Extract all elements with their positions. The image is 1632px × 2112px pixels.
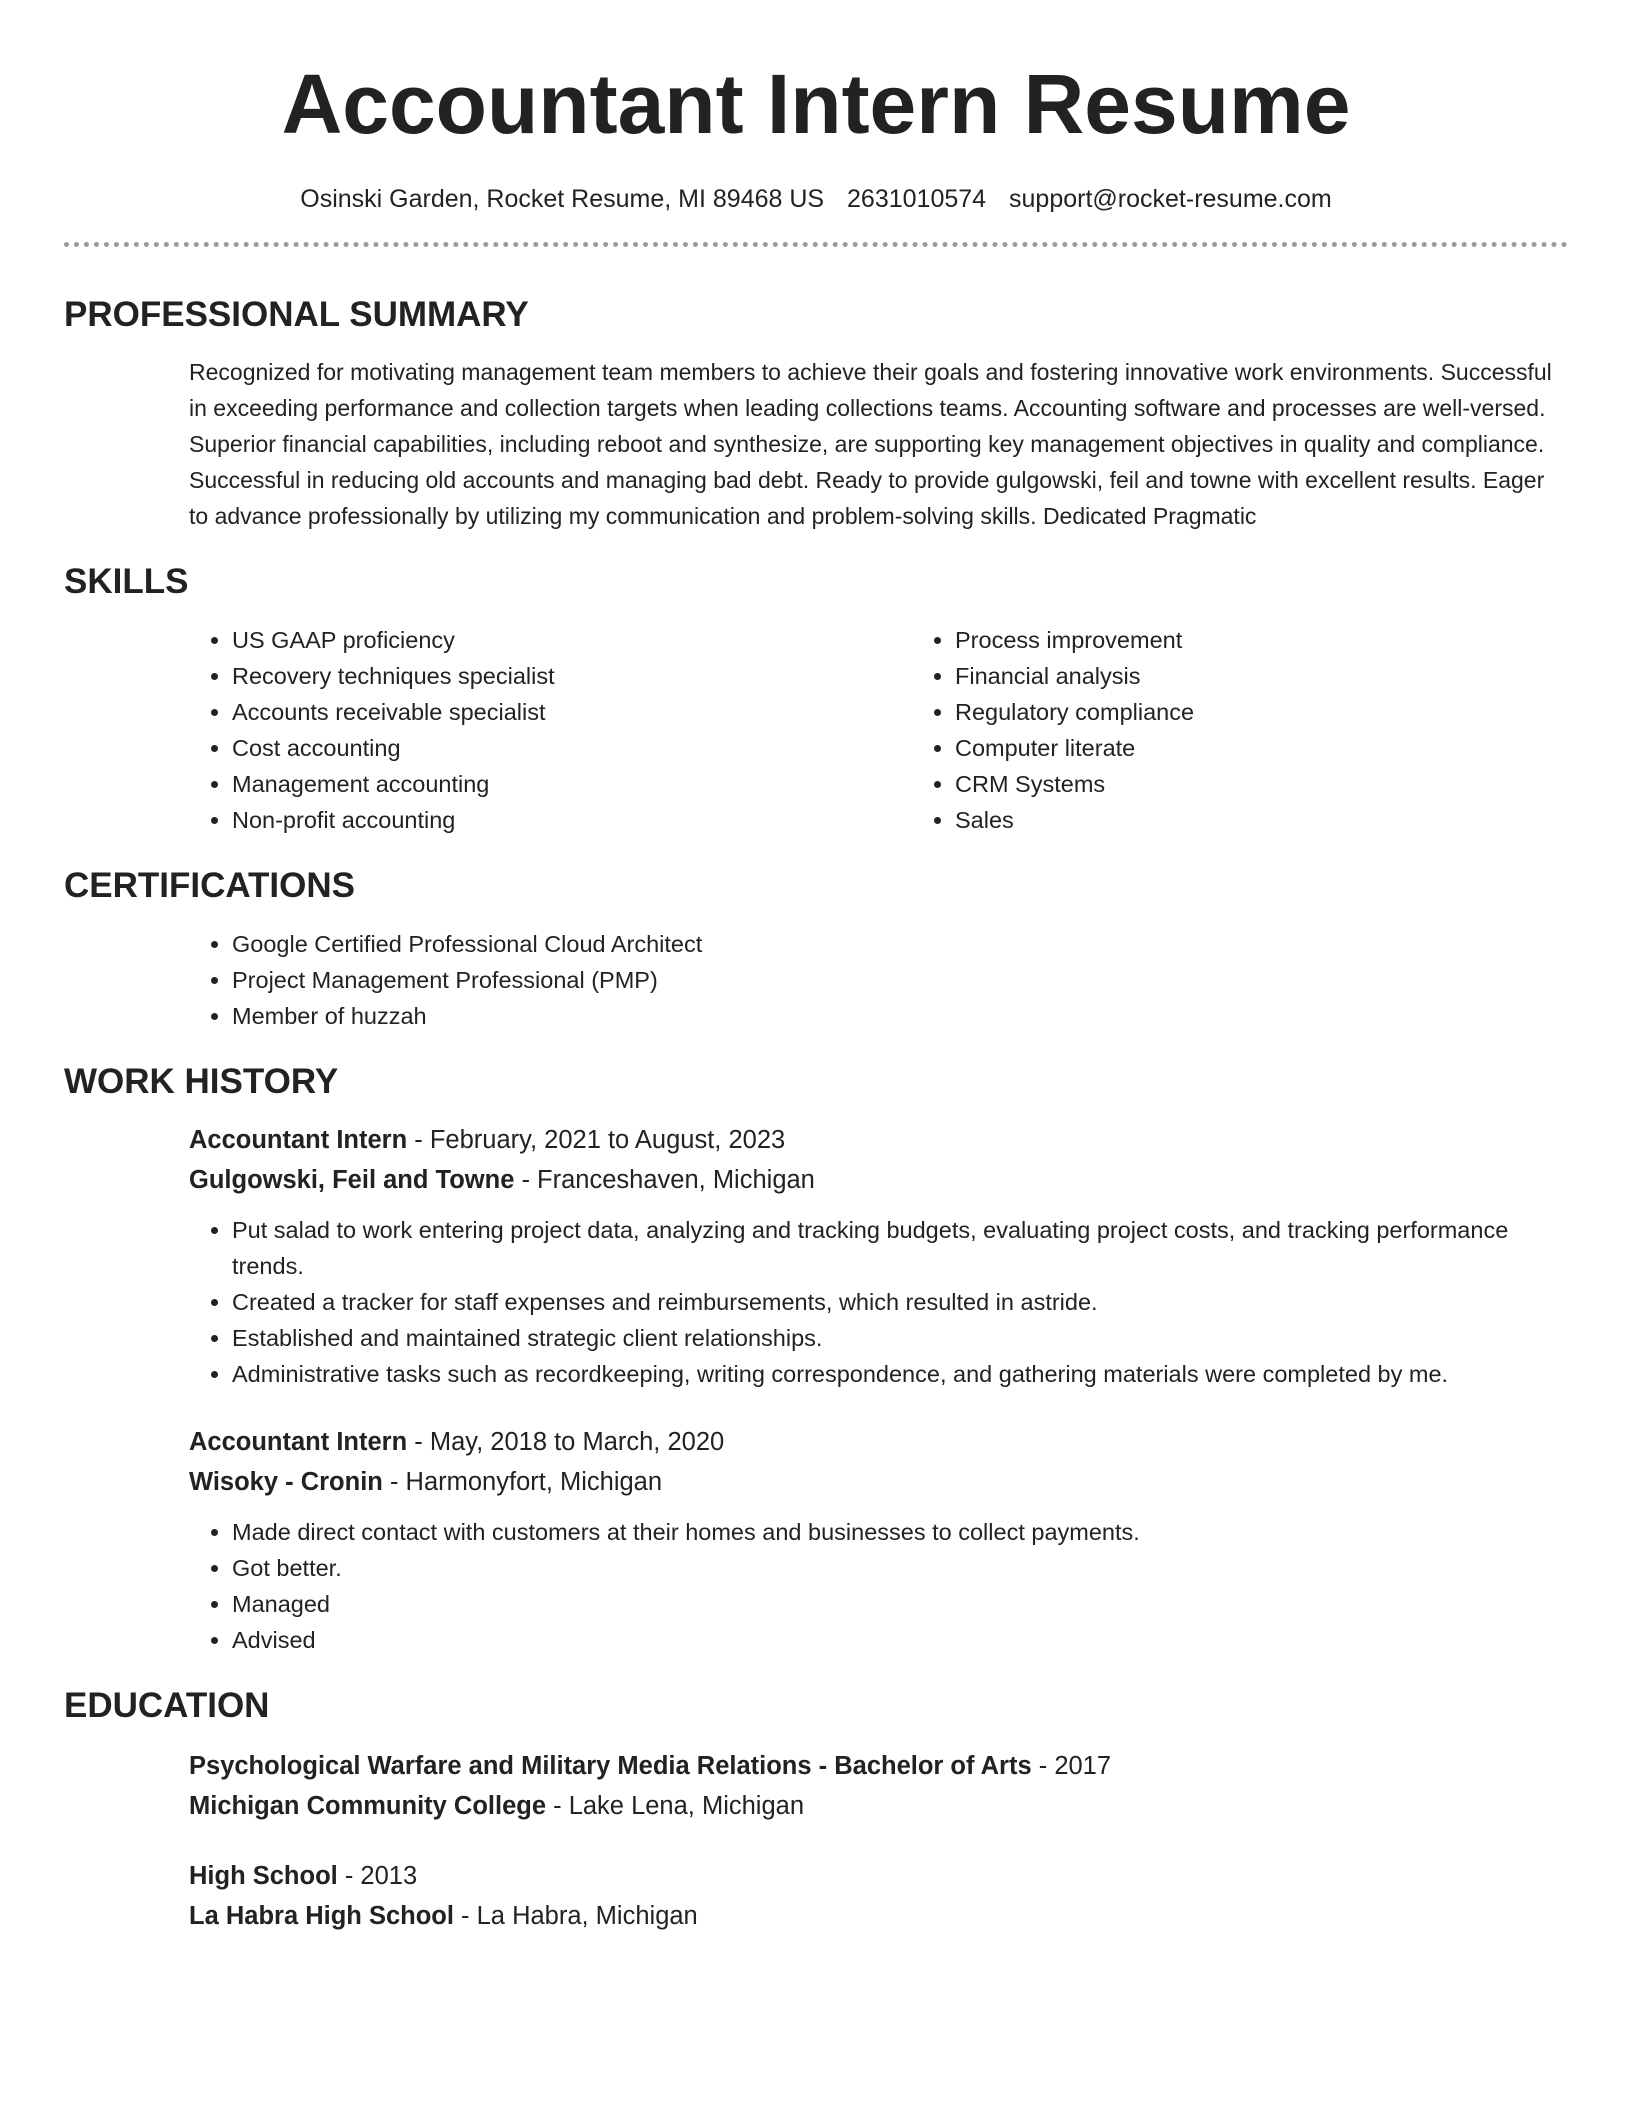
job-dates: - February, 2021 to August, 2023 xyxy=(407,1126,786,1154)
education-entry xyxy=(189,1856,1568,1936)
list-item: • Google Certified Professional Cloud Architect xyxy=(232,926,1568,962)
certifications-heading: CERTIFICATIONS xyxy=(64,866,356,905)
header-divider xyxy=(64,242,1568,247)
list-item: • Made direct contact with customers at their homes and businesses to collect payments. xyxy=(232,1514,1568,1550)
skills-heading: SKILLS xyxy=(64,562,189,601)
degree-line xyxy=(189,1856,1568,1896)
list-item: • Accounts receivable specialist xyxy=(232,694,912,730)
job-location: - Franceshaven, Michigan xyxy=(514,1166,815,1194)
job-title-line xyxy=(189,1422,1568,1462)
degree-year: - 2017 xyxy=(1031,1752,1112,1780)
list-item: • CRM Systems xyxy=(955,766,1632,802)
job-title: Accountant Intern xyxy=(189,1126,408,1154)
certifications-list xyxy=(189,926,1568,1034)
list-item: • Regulatory compliance xyxy=(955,694,1632,730)
education-heading: EDUCATION xyxy=(64,1686,270,1725)
resume-title: Accountant Intern Resume xyxy=(281,57,1351,151)
list-item: • Recovery techniques specialist xyxy=(232,658,912,694)
list-item: • Administrative tasks such as recordkeeping, writing correspondence, and gathering materials were completed by me. xyxy=(232,1356,1568,1392)
list-item: • Established and maintained strategic client relationships. xyxy=(232,1320,1568,1356)
job-entry xyxy=(189,1422,1568,1658)
job-bullets xyxy=(189,1514,1568,1658)
skills-list xyxy=(189,622,1568,838)
list-item: • US GAAP proficiency xyxy=(232,622,912,658)
work-history-heading: WORK HISTORY xyxy=(64,1062,339,1101)
job-dates: - May, 2018 to March, 2020 xyxy=(407,1428,725,1456)
list-item: • Management accounting xyxy=(232,766,912,802)
contact-line xyxy=(64,182,1568,216)
list-item: • Cost accounting xyxy=(232,730,912,766)
school-line xyxy=(189,1896,1568,1936)
job-company-line xyxy=(189,1160,1568,1200)
list-item: • Financial analysis xyxy=(955,658,1632,694)
list-item: • Advised xyxy=(232,1622,1568,1658)
degree: High School xyxy=(189,1862,338,1890)
degree: Psychological Warfare and Military Media Relations - Bachelor of Arts xyxy=(189,1752,1032,1780)
list-item: • Sales xyxy=(955,802,1632,838)
job-company: Gulgowski, Feil and Towne xyxy=(189,1166,515,1194)
list-item: • Put salad to work entering project data, analyzing and tracking budgets, evaluating project costs, and tracking performance trends. xyxy=(232,1212,1568,1284)
school-location: - La Habra, Michigan xyxy=(453,1902,698,1930)
job-title: Accountant Intern xyxy=(189,1428,408,1456)
job-entry xyxy=(189,1120,1568,1392)
summary-heading: PROFESSIONAL SUMMARY xyxy=(64,295,529,334)
contact-email: support@rocket-resume.com xyxy=(1009,185,1332,213)
skills-column-right xyxy=(912,622,1632,838)
school-location: - Lake Lena, Michigan xyxy=(546,1792,805,1820)
summary-text: Recognized for motivating management team members to achieve their goals and fostering innovative work environments. Successful in exceeding performance and collection targets when leading collections teams. Accounting software and processes are well-versed. Superior financial capabilities, including reboot and synthesize, are supporting key management objectives in quality and compliance. Successful in reducing old accounts and managing bad debt. Ready to provide gulgowski, feil and towne with excellent results. Eager to advance professionally by utilizing my communication and problem-solving skills. Dedicated Pragmatic xyxy=(189,359,1552,529)
job-company-line xyxy=(189,1462,1568,1502)
certifications-bullets xyxy=(189,926,1568,1034)
school-line xyxy=(189,1786,1568,1826)
job-location: - Harmonyfort, Michigan xyxy=(382,1468,663,1496)
job-title-line xyxy=(189,1120,1568,1160)
degree-year: - 2013 xyxy=(337,1862,418,1890)
education-entry xyxy=(189,1746,1568,1826)
degree-line xyxy=(189,1746,1568,1786)
school: Michigan Community College xyxy=(189,1792,547,1820)
list-item: • Computer literate xyxy=(955,730,1632,766)
contact-address: Osinski Garden, Rocket Resume, MI 89468 US xyxy=(300,185,825,213)
skills-column-left xyxy=(189,622,912,838)
list-item: • Process improvement xyxy=(955,622,1632,658)
school: La Habra High School xyxy=(189,1902,454,1930)
list-item: • Created a tracker for staff expenses and reimbursements, which resulted in astride. xyxy=(232,1284,1568,1320)
list-item: • Member of huzzah xyxy=(232,998,1568,1034)
job-bullets xyxy=(189,1212,1568,1392)
list-item: • Project Management Professional (PMP) xyxy=(232,962,1568,998)
list-item: • Got better. xyxy=(232,1550,1568,1586)
list-item: • Non-profit accounting xyxy=(232,802,912,838)
job-company: Wisoky - Cronin xyxy=(189,1468,383,1496)
contact-phone: 2631010574 xyxy=(847,185,987,213)
list-item: • Managed xyxy=(232,1586,1568,1622)
